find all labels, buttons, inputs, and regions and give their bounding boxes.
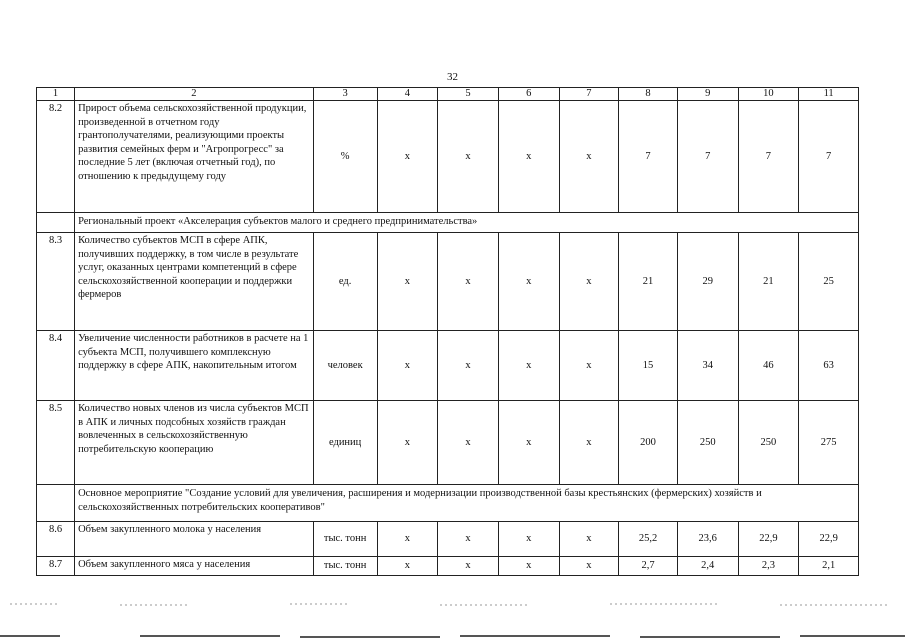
value-cell: х — [559, 557, 619, 576]
table-row — [37, 331, 859, 401]
value-cell: х — [438, 522, 499, 557]
value-cell: 275 — [799, 401, 859, 485]
row-number: 8.6 — [37, 522, 75, 557]
value-cell: х — [377, 101, 438, 213]
column-number: 11 — [799, 88, 859, 101]
column-number: 1 — [37, 88, 75, 101]
column-number: 7 — [559, 88, 619, 101]
indicators-table — [36, 87, 859, 576]
scan-artifacts — [0, 596, 905, 640]
value-cell: 7 — [619, 101, 678, 213]
value-cell: х — [438, 331, 499, 401]
value-cell: 23,6 — [677, 522, 738, 557]
table-row — [37, 233, 859, 331]
page-number: 32 — [447, 71, 458, 83]
value-cell: х — [559, 331, 619, 401]
value-cell: 7 — [677, 101, 738, 213]
value-cell: х — [438, 401, 499, 485]
value-cell: 63 — [799, 331, 859, 401]
column-number-row — [37, 88, 859, 101]
value-cell: 250 — [738, 401, 799, 485]
indicator-name: Количество субъектов МСП в сфере АПК, получивших поддержку, в том числе в результате услуг, оказанных центрами компетенций в сфере сельскохозяйственной кооперации и поддержки фермеров — [75, 233, 314, 331]
unit-cell: ед. — [313, 233, 377, 331]
indicator-name: Увеличение численности работников в расчете на 1 субъекта МСП, получившего комплексную поддержку в сфере АПК, накопительным итогом — [75, 331, 314, 401]
value-cell: 200 — [619, 401, 678, 485]
column-number: 10 — [738, 88, 799, 101]
value-cell: 7 — [738, 101, 799, 213]
value-cell: 2,4 — [677, 557, 738, 576]
unit-cell: единиц — [313, 401, 377, 485]
value-cell: х — [377, 401, 438, 485]
value-cell: х — [377, 557, 438, 576]
value-cell: 2,3 — [738, 557, 799, 576]
value-cell: 21 — [619, 233, 678, 331]
section-title: Основное мероприятие "Создание условий для увеличения, расширения и модернизации производственной базы крестьянских (фермерских) хозяйств и сельскохозяйственных потребительских кооперативов" — [75, 485, 859, 522]
column-number: 9 — [677, 88, 738, 101]
unit-cell: тыс. тонн — [313, 557, 377, 576]
row-number: 8.7 — [37, 557, 75, 576]
section-row — [37, 213, 859, 233]
value-cell: х — [559, 522, 619, 557]
value-cell: 22,9 — [799, 522, 859, 557]
value-cell: х — [498, 101, 559, 213]
value-cell: 2,7 — [619, 557, 678, 576]
value-cell: х — [438, 101, 499, 213]
value-cell: 15 — [619, 331, 678, 401]
indicator-name: Прирост объема сельскохозяйственной продукции, произведенной в отчетном году грантополучателями, реализующими проекты развития семейных ферм и "Агропрогресс" за последние 5 лет (включая отчетный год), по отношению к предыдущему году — [75, 101, 314, 213]
value-cell: 34 — [677, 331, 738, 401]
section-number-cell — [37, 213, 75, 233]
row-number: 8.2 — [37, 101, 75, 213]
column-number: 3 — [313, 88, 377, 101]
column-number: 8 — [619, 88, 678, 101]
unit-cell: % — [313, 101, 377, 213]
value-cell: х — [438, 233, 499, 331]
table-row — [37, 401, 859, 485]
value-cell: 7 — [799, 101, 859, 213]
value-cell: х — [559, 101, 619, 213]
section-number-cell — [37, 485, 75, 522]
value-cell: 29 — [677, 233, 738, 331]
section-row — [37, 485, 859, 522]
unit-cell: тыс. тонн — [313, 522, 377, 557]
value-cell: х — [559, 401, 619, 485]
value-cell: 2,1 — [799, 557, 859, 576]
table-row — [37, 101, 859, 213]
table-row — [37, 557, 859, 576]
value-cell: 250 — [677, 401, 738, 485]
row-number: 8.4 — [37, 331, 75, 401]
value-cell: х — [377, 233, 438, 331]
column-number: 6 — [498, 88, 559, 101]
value-cell: х — [498, 522, 559, 557]
column-number: 5 — [438, 88, 499, 101]
value-cell: х — [559, 233, 619, 331]
value-cell: х — [377, 331, 438, 401]
indicator-name: Объем закупленного мяса у населения — [75, 557, 314, 576]
table-row — [37, 522, 859, 557]
value-cell: х — [438, 557, 499, 576]
value-cell: 21 — [738, 233, 799, 331]
value-cell: х — [498, 401, 559, 485]
value-cell: х — [377, 522, 438, 557]
column-number: 4 — [377, 88, 438, 101]
row-number: 8.3 — [37, 233, 75, 331]
value-cell: х — [498, 557, 559, 576]
column-number: 2 — [75, 88, 314, 101]
indicator-name: Количество новых членов из числа субъектов МСП в АПК и личных подсобных хозяйств граждан вовлеченных в сельскохозяйственную потребительскую кооперацию — [75, 401, 314, 485]
value-cell: 46 — [738, 331, 799, 401]
section-title: Региональный проект «Акселерация субъектов малого и среднего предпринимательства» — [75, 213, 859, 233]
value-cell: 25,2 — [619, 522, 678, 557]
value-cell: 22,9 — [738, 522, 799, 557]
indicator-name: Объем закупленного молока у населения — [75, 522, 314, 557]
value-cell: 25 — [799, 233, 859, 331]
value-cell: х — [498, 233, 559, 331]
value-cell: х — [498, 331, 559, 401]
unit-cell: человек — [313, 331, 377, 401]
row-number: 8.5 — [37, 401, 75, 485]
